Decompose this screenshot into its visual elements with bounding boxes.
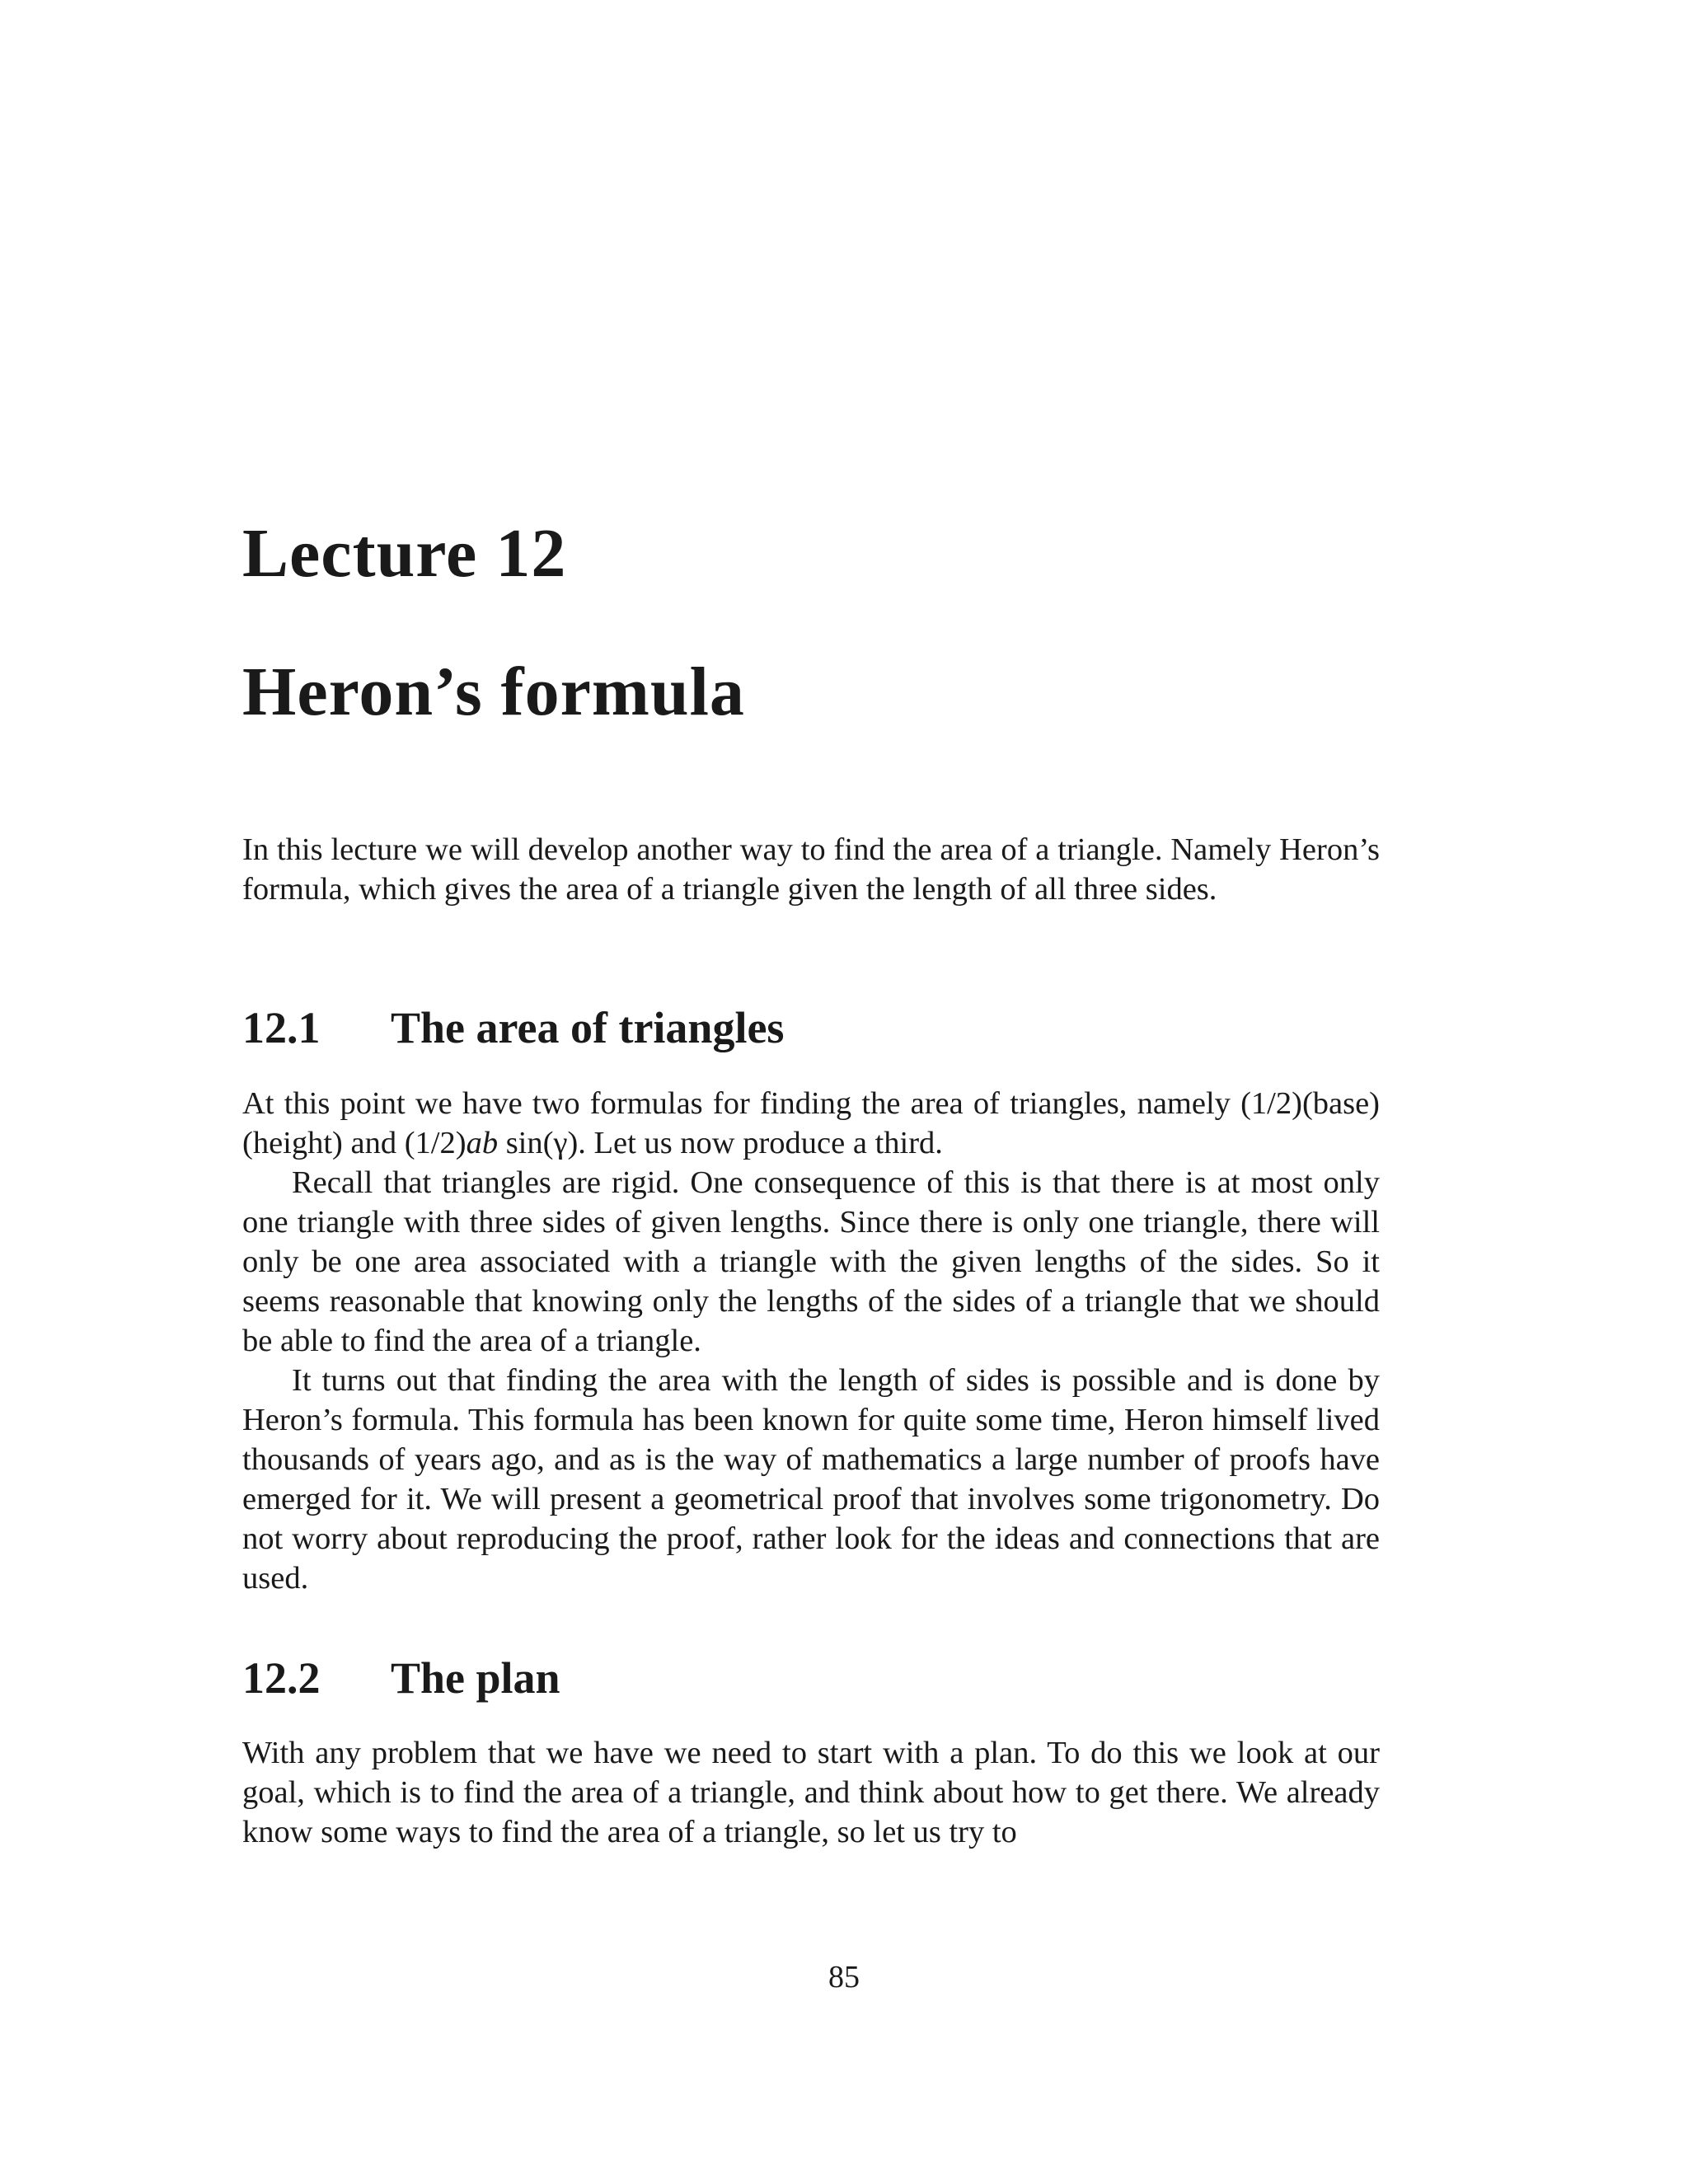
intro-paragraph: In this lecture we will develop another way to find the area of a triangle. Namely Heron’s formula, which gives the area of a triangle given the length of all three sides. — [242, 832, 1380, 907]
section-12-2-paragraph-1: With any problem that we have we need to start with a plan. To do this we look at our goal, which is to find the area of a triangle, and think about how to get there. We already know some ways to find the area of a triangle, so let us try to — [242, 1736, 1380, 1849]
section-number: 12.1 — [242, 1003, 321, 1052]
math-ab: ab — [466, 1126, 499, 1160]
lecture-label: Lecture 12 — [242, 515, 567, 592]
page-number: 85 — [828, 1960, 860, 1994]
paragraph-text: sin(γ). Let us now produce a third. — [498, 1126, 943, 1160]
section-number: 12.2 — [242, 1653, 321, 1703]
section-12-1-paragraph-1 — [242, 1084, 1380, 1163]
section-title: The area of triangles — [391, 1003, 785, 1052]
section-heading-12-2 — [242, 1652, 560, 1704]
chapter-title: Heron’s formula — [242, 654, 745, 730]
section-heading-12-1 — [242, 1001, 784, 1054]
section-title: The plan — [391, 1653, 560, 1703]
section-12-1-paragraph-2: Recall that triangles are rigid. One consequence of this is that there is at most only one triangle with three sides of given lengths. Since there is only one triangle, there will only be one area associated with a triangle with the given lengths of the sides. So it seems reasonable that knowing only the lengths of the sides of a triangle that we should be able to find the area of a triangle. — [242, 1165, 1380, 1358]
paragraph-text: At this point we have two formulas for finding the area of triangles, namely (1/2)(base)(height) and (1/2) — [242, 1086, 1380, 1160]
section-12-1-paragraph-3: It turns out that finding the area with the length of sides is possible and is done by Heron’s formula. This formula has been known for quite some time, Heron himself lived thousands of years ago, and as is the way of mathematics a large number of proofs have emerged for it. We will present a geometrical proof that involves some trigonometry. Do not worry about reproducing the proof, rather look for the ideas and connections that are used. — [242, 1363, 1380, 1596]
